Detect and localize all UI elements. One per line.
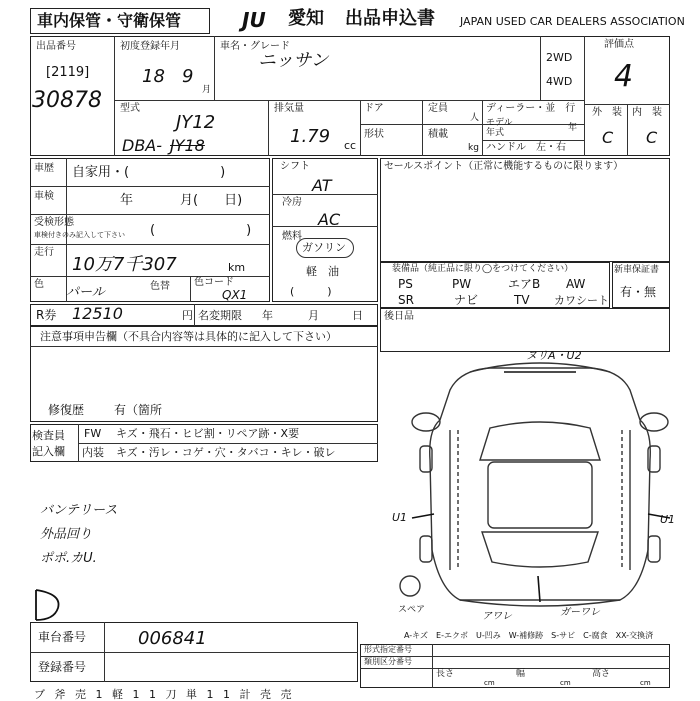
form-title: 出品申込書	[345, 8, 435, 29]
mileage-value: 10万7千307	[72, 254, 177, 275]
car-name-label: 車名・グレード	[220, 41, 290, 52]
inspector-int-label: 内装	[82, 446, 104, 459]
equipment-leather: カワシート	[554, 294, 609, 307]
sales-point-label: セールスポイント（正常に機能するものに限ります）	[384, 161, 624, 172]
dims-unit-1: cm	[484, 679, 495, 687]
registration-year: 18	[142, 66, 165, 87]
interior-grade: C	[646, 128, 658, 147]
handwritten-note-1: バンテリース	[40, 503, 118, 518]
displacement-value: 1.79	[290, 126, 331, 147]
rating-label: 評価点	[604, 39, 634, 50]
dims-width: 幅	[516, 669, 526, 679]
notes-label: 注意事項申告欄（不具合内容等は具体的に記入して下さい）	[40, 330, 337, 343]
inspector-label-bottom: 記入欄	[32, 445, 65, 458]
equipment-pw: PW	[452, 277, 472, 291]
exterior-grade: C	[602, 128, 614, 147]
inspection-year: 年	[120, 193, 134, 208]
model-strike: JY18	[170, 136, 205, 155]
load-label: 積載	[428, 129, 448, 140]
inspector-fw-label: FW	[84, 427, 102, 440]
repair-label: 修復歴	[48, 403, 85, 417]
load-unit: kg	[468, 143, 479, 153]
inspection-label: 車検	[34, 191, 54, 202]
mileage-label: 走行	[34, 247, 54, 258]
dealer-label: ディーラー・並 行	[486, 103, 576, 114]
equipment-ps: PS	[398, 277, 413, 291]
exterior-label: 外 装	[592, 107, 622, 118]
price-unit: 円	[182, 309, 193, 322]
shift-label: シフト	[280, 161, 310, 172]
equipment-navi: ナビ	[454, 293, 479, 307]
handwritten-d-mark	[28, 586, 68, 626]
aircon-value: AC	[318, 210, 341, 229]
inspection-month: 月( 日)	[180, 193, 243, 208]
color-value: パール	[66, 285, 105, 300]
lot-number: 30878	[32, 88, 102, 113]
handle-label: ハンドル 左・右	[486, 142, 566, 153]
diagram-legend: A-キズ E-エクボ U-凹み W-補修跡 S-サビ C-腐食 XX-交換済	[404, 631, 654, 640]
dims-unit-2: cm	[560, 679, 571, 687]
form-label: 受検形態	[34, 217, 74, 228]
fuel-diesel: 軽 油	[306, 265, 339, 278]
diagram-right-note: U1	[660, 513, 676, 526]
repair-value: 有（箇所	[114, 403, 163, 417]
later-label: 後日品	[384, 311, 414, 322]
storage-stamp	[30, 8, 210, 34]
ju-logo	[240, 8, 286, 32]
org-name: 愛知	[288, 8, 324, 29]
equipment-airbag: エアB	[508, 277, 541, 291]
year-unit: 年	[568, 123, 578, 133]
history-value: 自家用・( )	[72, 165, 226, 180]
sales-point-block	[380, 158, 670, 262]
diagram-top-note: ヌリA・U2	[526, 349, 582, 362]
model-year-label: モデル 年式	[486, 118, 513, 138]
chassis-value: 006841	[138, 628, 207, 649]
diagram-spare-label: スペア	[398, 605, 426, 615]
car-name-value: ニッサン	[258, 50, 329, 71]
displacement-unit: cc	[344, 139, 357, 152]
history-label: 車歴	[34, 163, 54, 174]
fuel-other: ( )	[290, 285, 332, 298]
name-change-month: 月	[308, 309, 319, 322]
later-block	[380, 308, 670, 352]
price-label: R券	[36, 308, 57, 322]
model-prefix: DBA-	[122, 136, 163, 155]
model-code: JY12	[176, 112, 216, 133]
name-change-label: 名変期限	[198, 309, 242, 322]
lot-label: 出品番号	[36, 41, 76, 52]
mileage-unit: km	[228, 261, 246, 274]
rating-score: 4	[614, 59, 634, 94]
ju-logo-mark: JU	[242, 8, 266, 32]
dims-unit-3: cm	[640, 679, 651, 687]
name-change-day: 日	[352, 309, 363, 322]
handwritten-note-2: 外品回り	[40, 527, 93, 542]
aircon-label: 冷房	[282, 197, 302, 208]
inspector-int-items: キズ・汚レ・コゲ・穴・タバコ・キレ・破レ	[116, 446, 336, 459]
color-change-label: 色替	[150, 281, 170, 292]
dims-length: 長さ	[436, 669, 455, 679]
form-value: ( )	[150, 223, 252, 238]
fuel-label: 燃料	[282, 231, 302, 242]
shift-value: AT	[312, 176, 332, 195]
model-label: 型式	[120, 103, 140, 114]
capacity-unit: 人	[470, 113, 480, 123]
capacity-label: 定員	[428, 103, 448, 114]
registration-month-unit: 月	[202, 85, 212, 95]
inspector-fw-items: キズ・飛石・ヒビ割・リペア跡・X要	[116, 427, 300, 440]
registration-label: 初度登録年月	[120, 41, 180, 52]
door-label: ドア	[364, 103, 384, 114]
warranty-value: 有・無	[620, 285, 657, 299]
lot-bracket-no: [2119]	[46, 65, 90, 80]
displacement-label: 排気量	[274, 103, 304, 114]
color-code-label: 色コード	[194, 277, 234, 288]
chassis-label: 車台番号	[38, 630, 87, 644]
dims-label-1: 形式指定番号	[364, 645, 412, 654]
warranty-label: 新車保証書	[614, 265, 660, 275]
color-code-value: QX1	[222, 288, 248, 302]
equipment-tv: TV	[514, 293, 530, 307]
form-note: 車検付きのみ記入して下さい	[34, 231, 125, 239]
registration-month: 9	[182, 66, 194, 87]
association-name: JAPAN USED CAR DEALERS ASSOCIATION	[460, 15, 685, 28]
color-label: 色	[34, 279, 44, 290]
inspector-label-top: 検査員	[32, 429, 65, 442]
bottom-row: ブ 斧 売 1 軽 1 1 刀 単 1 1 計 壳 売	[34, 688, 295, 701]
name-change-year: 年	[262, 309, 273, 322]
equipment-aw: AW	[566, 277, 586, 291]
storage-stamp-text: 車内保管・守衛保管	[37, 11, 182, 30]
diagram-bottom-left: アワレ	[482, 611, 512, 622]
equipment-sr: SR	[398, 293, 414, 307]
drive-2wd: 2WD	[546, 51, 573, 64]
handwritten-note-3: ポポ.カU.	[40, 551, 97, 566]
interior-label: 内 装	[632, 107, 662, 118]
diagram-left-note: U1	[392, 511, 408, 524]
drive-4wd: 4WD	[546, 75, 573, 88]
equipment-label: 装備品（純正品に限り◯をつけてください）	[392, 264, 574, 274]
car-diagram	[390, 350, 690, 620]
shape-label: 形状	[364, 129, 384, 140]
reg-no-label: 登録番号	[38, 660, 87, 674]
fuel-gas: ガソリン	[302, 241, 346, 254]
dims-label-2: 類別区分番号	[364, 657, 412, 666]
price-value: 12510	[72, 304, 123, 323]
diagram-bottom-right: ガーワレ	[560, 607, 600, 618]
dims-height: 高さ	[592, 669, 611, 679]
